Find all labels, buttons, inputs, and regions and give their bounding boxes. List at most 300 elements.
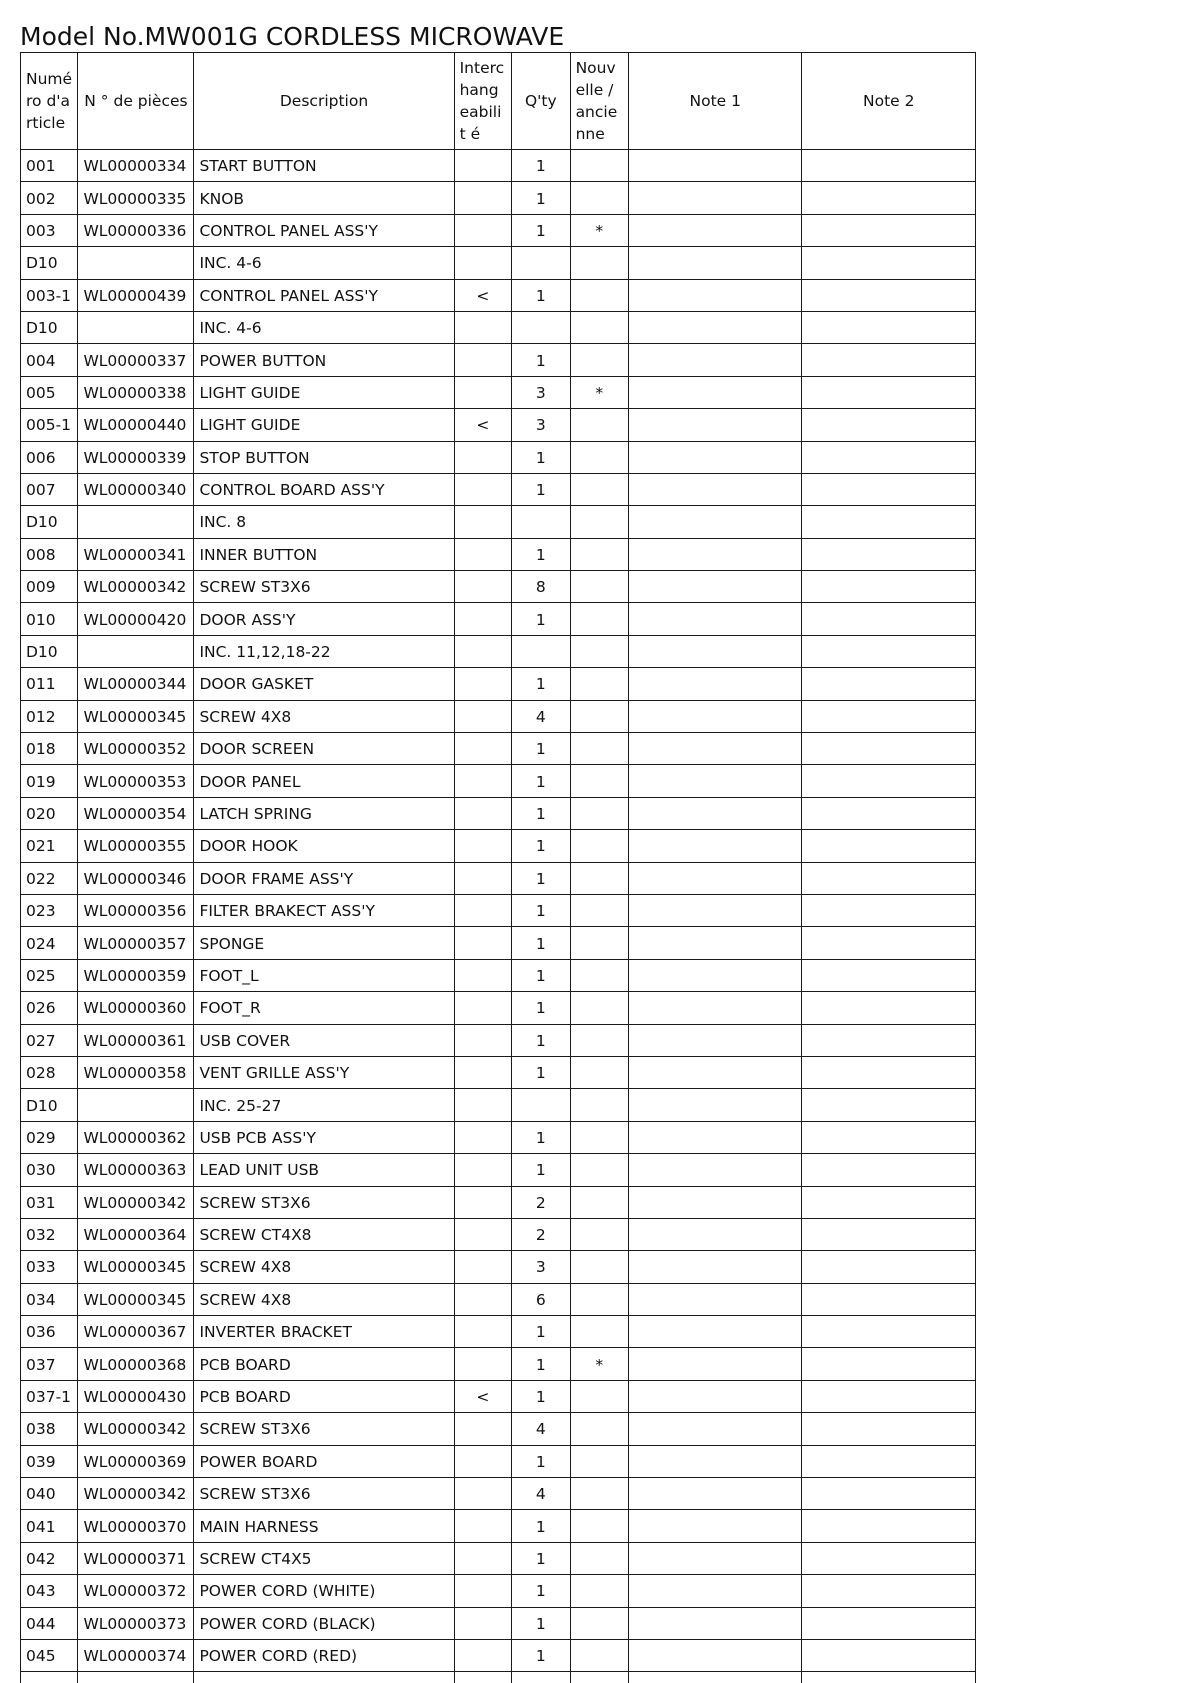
cell-item-number: 018 [21, 733, 78, 765]
cell-item-number: 012 [21, 700, 78, 732]
cell-interchangeability [454, 635, 511, 667]
table-row [21, 311, 976, 343]
cell-interchangeability [454, 700, 511, 732]
cell-note-1 [629, 992, 802, 1024]
cell-description: INVERTER BRACKET [194, 1316, 454, 1348]
cell-new-old [570, 1121, 628, 1153]
cell-note-1 [629, 1121, 802, 1153]
cell-quantity: 1 [512, 1542, 570, 1574]
cell-note-2 [802, 668, 976, 700]
cell-description: POWER CORD (WHITE) [194, 1575, 454, 1607]
cell-quantity: 1 [512, 668, 570, 700]
table-row [21, 992, 976, 1024]
cell-interchangeability [454, 150, 511, 182]
cell-quantity: 1 [512, 1510, 570, 1542]
cell-note-1 [629, 1251, 802, 1283]
table-row [21, 1445, 976, 1477]
cell-part-number [78, 311, 194, 343]
cell-note-2 [802, 1218, 976, 1250]
cell-description: VENT GRILLE ASS'Y [194, 1056, 454, 1088]
cell-new-old [570, 506, 628, 538]
cell-note-1 [629, 1316, 802, 1348]
cell-quantity: 1 [512, 1316, 570, 1348]
cell-description: POWER BUTTON [194, 344, 454, 376]
header-note-1: Note 1 [629, 53, 802, 150]
cell-description: DOOR HOOK [194, 830, 454, 862]
header-row [21, 53, 976, 150]
cell-part-number: WL00000345 [78, 1251, 194, 1283]
cell-description: INC. 4-6 [194, 247, 454, 279]
table-row [21, 668, 976, 700]
cell-note-1 [629, 1024, 802, 1056]
cell-quantity: 1 [512, 1607, 570, 1639]
cell-quantity: 1 [512, 441, 570, 473]
cell-item-number: 036 [21, 1316, 78, 1348]
cell-note-2 [802, 214, 976, 246]
cell-item-number: 034 [21, 1283, 78, 1315]
cell-item-number: 031 [21, 1186, 78, 1218]
cell-description: KNOB [194, 182, 454, 214]
cell-part-number: WL00000368 [78, 1348, 194, 1380]
cell-note-2 [802, 603, 976, 635]
cell-quantity: 1 [512, 959, 570, 991]
cell-new-old [570, 247, 628, 279]
cell-interchangeability [454, 1089, 511, 1121]
cell-description: INC. 8 [194, 506, 454, 538]
table-row [21, 1380, 976, 1412]
cell-new-old [570, 279, 628, 311]
cell-interchangeability [454, 1186, 511, 1218]
cell-item-number: 040 [21, 1478, 78, 1510]
cell-new-old [570, 1672, 628, 1683]
cell-description: SCREW CT4X5 [194, 1542, 454, 1574]
cell-new-old [570, 862, 628, 894]
cell-note-1 [629, 182, 802, 214]
cell-description: CONTROL PANEL ASS'Y [194, 214, 454, 246]
cell-interchangeability [454, 538, 511, 570]
cell-description: FOOT_R [194, 992, 454, 1024]
table-row [21, 1186, 976, 1218]
header-quantity: Q'ty [512, 53, 570, 150]
table-row [21, 894, 976, 926]
cell-interchangeability [454, 668, 511, 700]
cell-description: PCB BOARD [194, 1380, 454, 1412]
table-row [21, 1510, 976, 1542]
cell-part-number: WL00000371 [78, 1542, 194, 1574]
cell-note-1 [629, 344, 802, 376]
cell-item-number: D10 [21, 635, 78, 667]
cell-description: DOOR SCREEN [194, 733, 454, 765]
cell-quantity: 1 [512, 830, 570, 862]
cell-item-number: 030 [21, 1154, 78, 1186]
cell-note-1 [629, 150, 802, 182]
cell-note-2 [802, 1089, 976, 1121]
cell-description: POWER CORD (RED) [194, 1639, 454, 1671]
cell-note-2 [802, 1251, 976, 1283]
cell-interchangeability [454, 603, 511, 635]
cell-note-2 [802, 700, 976, 732]
cell-new-old: * [570, 1348, 628, 1380]
cell-quantity: 3 [512, 376, 570, 408]
cell-note-1 [629, 1542, 802, 1574]
cell-note-2 [802, 1024, 976, 1056]
cell-interchangeability: < [454, 279, 511, 311]
cell-item-number: D10 [21, 1089, 78, 1121]
cell-interchangeability [454, 959, 511, 991]
cell-note-2 [802, 927, 976, 959]
cell-part-number: WL00000334 [78, 150, 194, 182]
cell-interchangeability [454, 1413, 511, 1445]
cell-part-number [78, 247, 194, 279]
cell-note-2 [802, 992, 976, 1024]
cell-new-old [570, 1413, 628, 1445]
cell-note-1 [629, 797, 802, 829]
cell-note-2 [802, 441, 976, 473]
cell-item-number [21, 1672, 78, 1683]
cell-part-number: WL00000374 [78, 1639, 194, 1671]
cell-interchangeability [454, 1316, 511, 1348]
cell-item-number: 026 [21, 992, 78, 1024]
cell-note-2 [802, 1056, 976, 1088]
cell-description: FOOT_L [194, 959, 454, 991]
cell-description: CONTROL BOARD ASS'Y [194, 473, 454, 505]
cell-item-number: 029 [21, 1121, 78, 1153]
cell-new-old [570, 668, 628, 700]
table-row [21, 700, 976, 732]
table-row [21, 1478, 976, 1510]
cell-part-number: WL00000342 [78, 1413, 194, 1445]
cell-interchangeability [454, 1121, 511, 1153]
table-row [21, 1089, 976, 1121]
cell-quantity [512, 1089, 570, 1121]
cell-interchangeability [454, 1639, 511, 1671]
cell-quantity: 1 [512, 765, 570, 797]
cell-note-2 [802, 376, 976, 408]
cell-item-number: 024 [21, 927, 78, 959]
cell-quantity: 1 [512, 1024, 570, 1056]
table-row [21, 765, 976, 797]
cell-interchangeability [454, 571, 511, 603]
cell-new-old [570, 959, 628, 991]
cell-part-number: WL00000359 [78, 959, 194, 991]
cell-item-number: 027 [21, 1024, 78, 1056]
table-row [21, 1154, 976, 1186]
cell-note-2 [802, 1413, 976, 1445]
cell-quantity [512, 1672, 570, 1683]
cell-item-number: 022 [21, 862, 78, 894]
cell-description: SCREW 4X8 [194, 700, 454, 732]
cell-quantity: 1 [512, 473, 570, 505]
cell-note-2 [802, 1186, 976, 1218]
cell-interchangeability [454, 1251, 511, 1283]
cell-interchangeability [454, 1607, 511, 1639]
cell-quantity: 1 [512, 1639, 570, 1671]
cell-part-number: WL00000342 [78, 1478, 194, 1510]
cell-new-old [570, 182, 628, 214]
cell-part-number: WL00000337 [78, 344, 194, 376]
cell-part-number: WL00000372 [78, 1575, 194, 1607]
cell-item-number: 010 [21, 603, 78, 635]
cell-quantity: 1 [512, 733, 570, 765]
cell-description: SCREW ST3X6 [194, 1478, 454, 1510]
cell-quantity: 2 [512, 1218, 570, 1250]
cell-quantity: 1 [512, 992, 570, 1024]
cell-part-number: WL00000342 [78, 1186, 194, 1218]
cell-new-old [570, 1186, 628, 1218]
cell-part-number: WL00000354 [78, 797, 194, 829]
cell-item-number: 006 [21, 441, 78, 473]
cell-part-number: WL00000340 [78, 473, 194, 505]
cell-note-1 [629, 733, 802, 765]
cell-new-old [570, 733, 628, 765]
parts-table [20, 52, 976, 1683]
cell-quantity: 1 [512, 603, 570, 635]
cell-note-2 [802, 1380, 976, 1412]
cell-note-2 [802, 733, 976, 765]
cell-note-1 [629, 1413, 802, 1445]
cell-note-2 [802, 1607, 976, 1639]
cell-quantity: 4 [512, 700, 570, 732]
cell-note-2 [802, 538, 976, 570]
table-row [21, 473, 976, 505]
cell-new-old [570, 1089, 628, 1121]
cell-description: LATCH SPRING [194, 797, 454, 829]
cell-quantity: 1 [512, 538, 570, 570]
cell-description: STOP BUTTON [194, 441, 454, 473]
table-row [21, 247, 976, 279]
cell-new-old [570, 1380, 628, 1412]
cell-interchangeability [454, 214, 511, 246]
cell-note-1 [629, 1348, 802, 1380]
cell-part-number [78, 506, 194, 538]
parts-sheet [20, 52, 976, 1683]
cell-item-number: 003-1 [21, 279, 78, 311]
cell-interchangeability [454, 1024, 511, 1056]
cell-note-2 [802, 1316, 976, 1348]
cell-part-number: WL00000430 [78, 1380, 194, 1412]
cell-item-number: 028 [21, 1056, 78, 1088]
cell-interchangeability [454, 1348, 511, 1380]
cell-part-number: WL00000336 [78, 214, 194, 246]
table-row [21, 1672, 976, 1683]
cell-part-number: WL00000341 [78, 538, 194, 570]
cell-item-number: 025 [21, 959, 78, 991]
table-row [21, 1024, 976, 1056]
cell-note-1 [629, 311, 802, 343]
table-row [21, 1413, 976, 1445]
cell-interchangeability [454, 1510, 511, 1542]
cell-note-1 [629, 959, 802, 991]
cell-note-2 [802, 1575, 976, 1607]
cell-item-number: 019 [21, 765, 78, 797]
cell-new-old [570, 1024, 628, 1056]
cell-part-number [78, 635, 194, 667]
cell-note-2 [802, 344, 976, 376]
cell-interchangeability [454, 311, 511, 343]
table-row [21, 733, 976, 765]
cell-item-number: 038 [21, 1413, 78, 1445]
cell-new-old [570, 1283, 628, 1315]
cell-item-number: 041 [21, 1510, 78, 1542]
cell-new-old [570, 700, 628, 732]
cell-description [194, 1672, 454, 1683]
cell-interchangeability [454, 797, 511, 829]
cell-new-old [570, 473, 628, 505]
cell-item-number: D10 [21, 506, 78, 538]
table-row [21, 506, 976, 538]
cell-note-2 [802, 862, 976, 894]
table-row [21, 635, 976, 667]
cell-note-1 [629, 1607, 802, 1639]
cell-part-number [78, 1672, 194, 1683]
cell-interchangeability [454, 441, 511, 473]
cell-new-old [570, 603, 628, 635]
cell-interchangeability [454, 1478, 511, 1510]
cell-new-old [570, 830, 628, 862]
cell-description: INC. 25-27 [194, 1089, 454, 1121]
cell-new-old [570, 894, 628, 926]
cell-item-number: 002 [21, 182, 78, 214]
cell-part-number: WL00000363 [78, 1154, 194, 1186]
cell-quantity: 1 [512, 1575, 570, 1607]
cell-quantity: 1 [512, 862, 570, 894]
cell-interchangeability [454, 1154, 511, 1186]
cell-note-1 [629, 247, 802, 279]
cell-quantity [512, 506, 570, 538]
cell-item-number: 001 [21, 150, 78, 182]
cell-description: USB PCB ASS'Y [194, 1121, 454, 1153]
cell-description: CONTROL PANEL ASS'Y [194, 279, 454, 311]
cell-part-number: WL00000360 [78, 992, 194, 1024]
cell-note-2 [802, 1348, 976, 1380]
cell-new-old [570, 635, 628, 667]
cell-part-number: WL00000358 [78, 1056, 194, 1088]
cell-new-old [570, 992, 628, 1024]
cell-new-old [570, 538, 628, 570]
cell-quantity: 1 [512, 797, 570, 829]
cell-note-1 [629, 635, 802, 667]
cell-item-number: 045 [21, 1639, 78, 1671]
cell-item-number: 042 [21, 1542, 78, 1574]
cell-interchangeability [454, 830, 511, 862]
table-row [21, 1348, 976, 1380]
cell-item-number: 008 [21, 538, 78, 570]
cell-note-1 [629, 1186, 802, 1218]
cell-new-old [570, 927, 628, 959]
cell-note-1 [629, 571, 802, 603]
table-row [21, 1542, 976, 1574]
cell-part-number: WL00000369 [78, 1445, 194, 1477]
cell-part-number: WL00000356 [78, 894, 194, 926]
cell-note-1 [629, 506, 802, 538]
cell-note-1 [629, 603, 802, 635]
cell-interchangeability [454, 473, 511, 505]
cell-note-2 [802, 1445, 976, 1477]
cell-description: SCREW CT4X8 [194, 1218, 454, 1250]
cell-part-number: WL00000352 [78, 733, 194, 765]
cell-note-2 [802, 635, 976, 667]
header-interchangeability: Interc hang eabilit é [454, 53, 511, 150]
table-row [21, 830, 976, 862]
cell-note-2 [802, 1154, 976, 1186]
cell-description: FILTER BRAKECT ASS'Y [194, 894, 454, 926]
cell-new-old [570, 150, 628, 182]
cell-description: INC. 11,12,18-22 [194, 635, 454, 667]
table-row [21, 1639, 976, 1671]
table-row [21, 571, 976, 603]
cell-interchangeability [454, 1283, 511, 1315]
cell-quantity: 6 [512, 1283, 570, 1315]
cell-part-number: WL00000364 [78, 1218, 194, 1250]
cell-new-old [570, 797, 628, 829]
cell-quantity: 2 [512, 1186, 570, 1218]
table-row [21, 214, 976, 246]
cell-note-1 [629, 862, 802, 894]
cell-description: INNER BUTTON [194, 538, 454, 570]
cell-quantity: 4 [512, 1478, 570, 1510]
cell-part-number: WL00000345 [78, 1283, 194, 1315]
cell-item-number: 043 [21, 1575, 78, 1607]
cell-interchangeability [454, 894, 511, 926]
cell-interchangeability [454, 247, 511, 279]
cell-item-number: 021 [21, 830, 78, 862]
cell-description: LIGHT GUIDE [194, 409, 454, 441]
cell-new-old [570, 1251, 628, 1283]
cell-interchangeability [454, 927, 511, 959]
table-row [21, 1607, 976, 1639]
cell-quantity [512, 247, 570, 279]
cell-interchangeability: < [454, 1380, 511, 1412]
cell-quantity: 1 [512, 1121, 570, 1153]
cell-part-number: WL00000370 [78, 1510, 194, 1542]
cell-interchangeability [454, 344, 511, 376]
cell-note-1 [629, 1672, 802, 1683]
cell-quantity: 8 [512, 571, 570, 603]
cell-interchangeability: < [454, 409, 511, 441]
cell-quantity [512, 635, 570, 667]
cell-note-1 [629, 1445, 802, 1477]
cell-part-number: WL00000345 [78, 700, 194, 732]
cell-note-1 [629, 409, 802, 441]
table-row [21, 1056, 976, 1088]
cell-note-2 [802, 894, 976, 926]
cell-part-number: WL00000420 [78, 603, 194, 635]
cell-note-1 [629, 1575, 802, 1607]
cell-part-number [78, 1089, 194, 1121]
table-row [21, 1121, 976, 1153]
cell-note-2 [802, 150, 976, 182]
cell-description: DOOR FRAME ASS'Y [194, 862, 454, 894]
cell-item-number: D10 [21, 311, 78, 343]
cell-note-2 [802, 1510, 976, 1542]
table-row [21, 538, 976, 570]
cell-note-1 [629, 668, 802, 700]
cell-quantity: 1 [512, 894, 570, 926]
cell-note-2 [802, 571, 976, 603]
cell-quantity: 1 [512, 344, 570, 376]
cell-interchangeability [454, 506, 511, 538]
cell-new-old: * [570, 376, 628, 408]
cell-description: DOOR ASS'Y [194, 603, 454, 635]
cell-description: SCREW 4X8 [194, 1251, 454, 1283]
cell-part-number: WL00000357 [78, 927, 194, 959]
cell-note-1 [629, 1639, 802, 1671]
cell-new-old: * [570, 214, 628, 246]
cell-quantity: 1 [512, 150, 570, 182]
cell-part-number: WL00000361 [78, 1024, 194, 1056]
cell-note-2 [802, 1283, 976, 1315]
cell-new-old [570, 1316, 628, 1348]
